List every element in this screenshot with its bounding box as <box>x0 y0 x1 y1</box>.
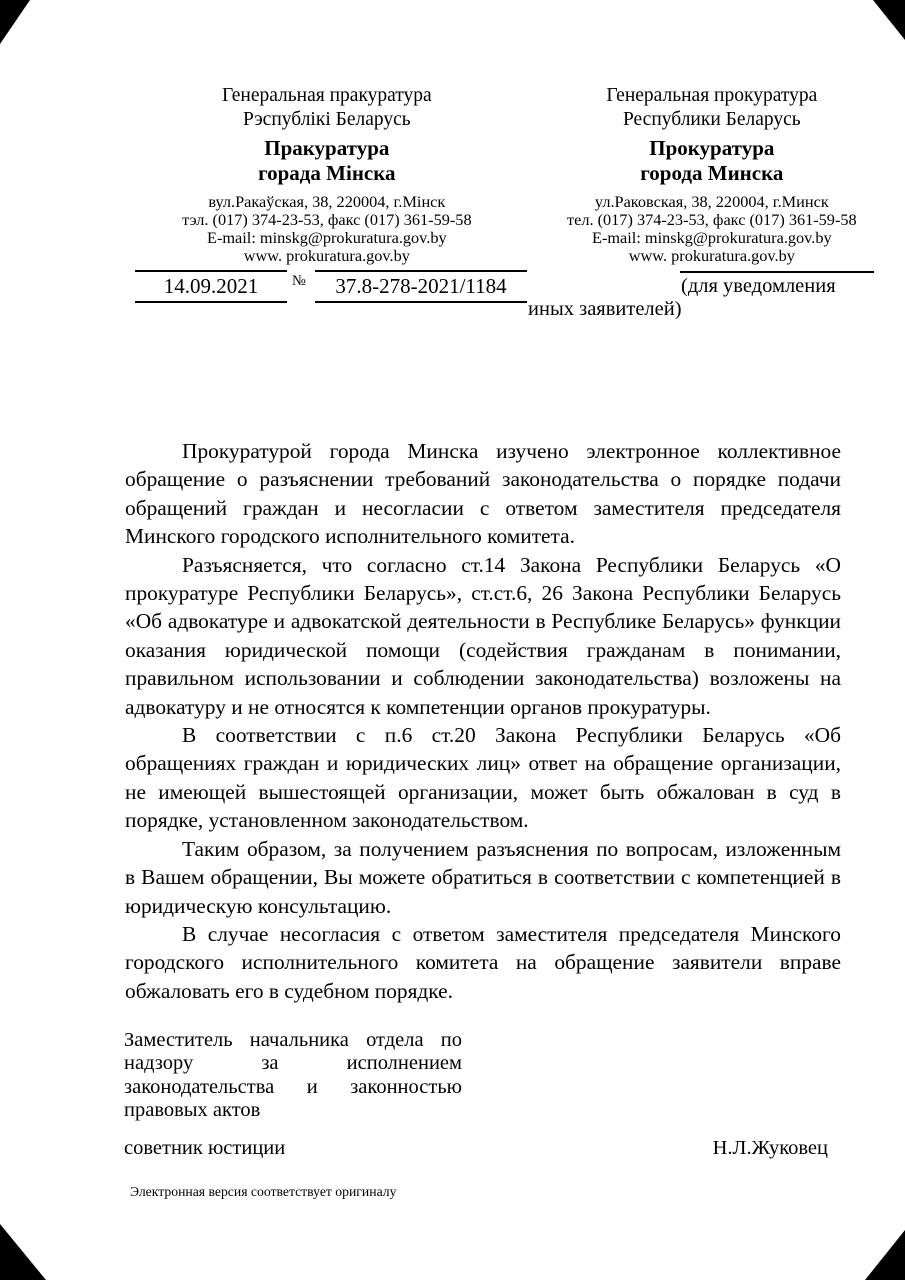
letterhead-russian-block <box>536 84 888 265</box>
office-name-line: Пракуратура <box>264 136 390 160</box>
office-phone: тел. (017) 374-23-53, факс (017) 361-59-58 <box>567 210 857 229</box>
scan-corner-artifact-bottom-right <box>865 1230 905 1280</box>
org-name-line: Генеральная прокуратура <box>606 85 818 106</box>
office-name-line: горада Мінска <box>258 161 396 185</box>
org-name-line: Генеральная пракуратура <box>221 85 432 106</box>
office-name-line: Прокуратура <box>649 136 775 160</box>
office-name-line: города Минска <box>640 161 784 185</box>
office-address: ул.Раковская, 38, 220004, г.Минск <box>594 192 829 211</box>
letterhead-belarusian-block <box>118 84 536 265</box>
body-paragraph: В случае несогласия с ответом заместителя председателя Минского городского исполнительного комитета на обращение заявители вправе обжаловать его в судебном порядке. <box>125 921 841 1003</box>
office-email: E-mail: minskg@prokuratura.gov.by <box>592 228 832 247</box>
signer-rank: советник юстиции <box>124 1137 286 1159</box>
office-email: E-mail: minskg@prokuratura.gov.by <box>207 228 447 247</box>
body-paragraph: Таким образом, за получением разъяснения по вопросам, изложенным в Вашем обращении, Вы можете обратиться в соответствии с компетенцией в юридическую консультацию. <box>125 836 841 918</box>
letterhead <box>118 84 888 265</box>
signer-name: Н.Л.Жуковец <box>712 1137 828 1159</box>
office-website: www. prokuratura.gov.by <box>243 246 410 265</box>
org-name-line: Рэспублікі Беларусь <box>242 109 411 130</box>
electronic-copy-note: Электронная версия соответствует оригиналу <box>130 1184 397 1199</box>
document-date: 14.09.2021 <box>135 270 287 303</box>
scan-corner-artifact-top-right <box>873 0 905 40</box>
scan-corner-artifact-bottom-left <box>0 1224 46 1280</box>
body-paragraph: В соответствии с п.6 ст.20 Закона Республики Беларусь «Об обращениях граждан и юридических лиц» ответ на обращение организации, не имеющей вышестоящей организации, может быть обжалован в суд в порядке, установленном законодательством. <box>125 723 841 833</box>
placeholder-rule <box>680 271 874 273</box>
notification-note-line: (для уведомления <box>681 275 836 297</box>
document-number: 37.8-278-2021/1184 <box>315 270 527 303</box>
number-sign: № <box>292 273 306 289</box>
body-paragraph: Разъясняется, что согласно ст.14 Закона Республики Беларусь «О прокуратуре Республики Беларусь», ст.ст.6, 26 Закона Республики Беларусь «Об адвокатуре и адвокатской деятельности в Республике Беларусь» функции оказания юридической помощи (содействия гражданам в понимании, правильном использовании и соблюдении законодательства) возложены на адвокатуру и не относятся к компетенции органов прокуратуры. <box>125 552 841 719</box>
signature-row <box>124 1136 828 1161</box>
signer-position: Заместитель начальника отдела по надзору за исполнением законодательства и законностью правовых актов <box>124 1029 462 1121</box>
org-name-line: Республики Беларусь <box>622 109 801 130</box>
office-website: www. prokuratura.gov.by <box>628 246 795 265</box>
office-phone: тэл. (017) 374-23-53, факс (017) 361-59-58 <box>182 210 472 229</box>
office-address: вул.Ракаўская, 38, 220004, г.Мінск <box>208 192 446 211</box>
body-paragraph: Прокуратурой города Минска изучено электронное коллективное обращение о разъяснении требований законодательства о порядке подачи обращений граждан и несогласии с ответом заместителя председателя Минского городского исполнительного комитета. <box>125 439 841 549</box>
letter-body <box>125 437 841 1005</box>
scan-corner-artifact-top-left <box>0 0 30 44</box>
notification-note-line: иных заявителей) <box>528 298 682 320</box>
notification-note <box>528 271 874 321</box>
